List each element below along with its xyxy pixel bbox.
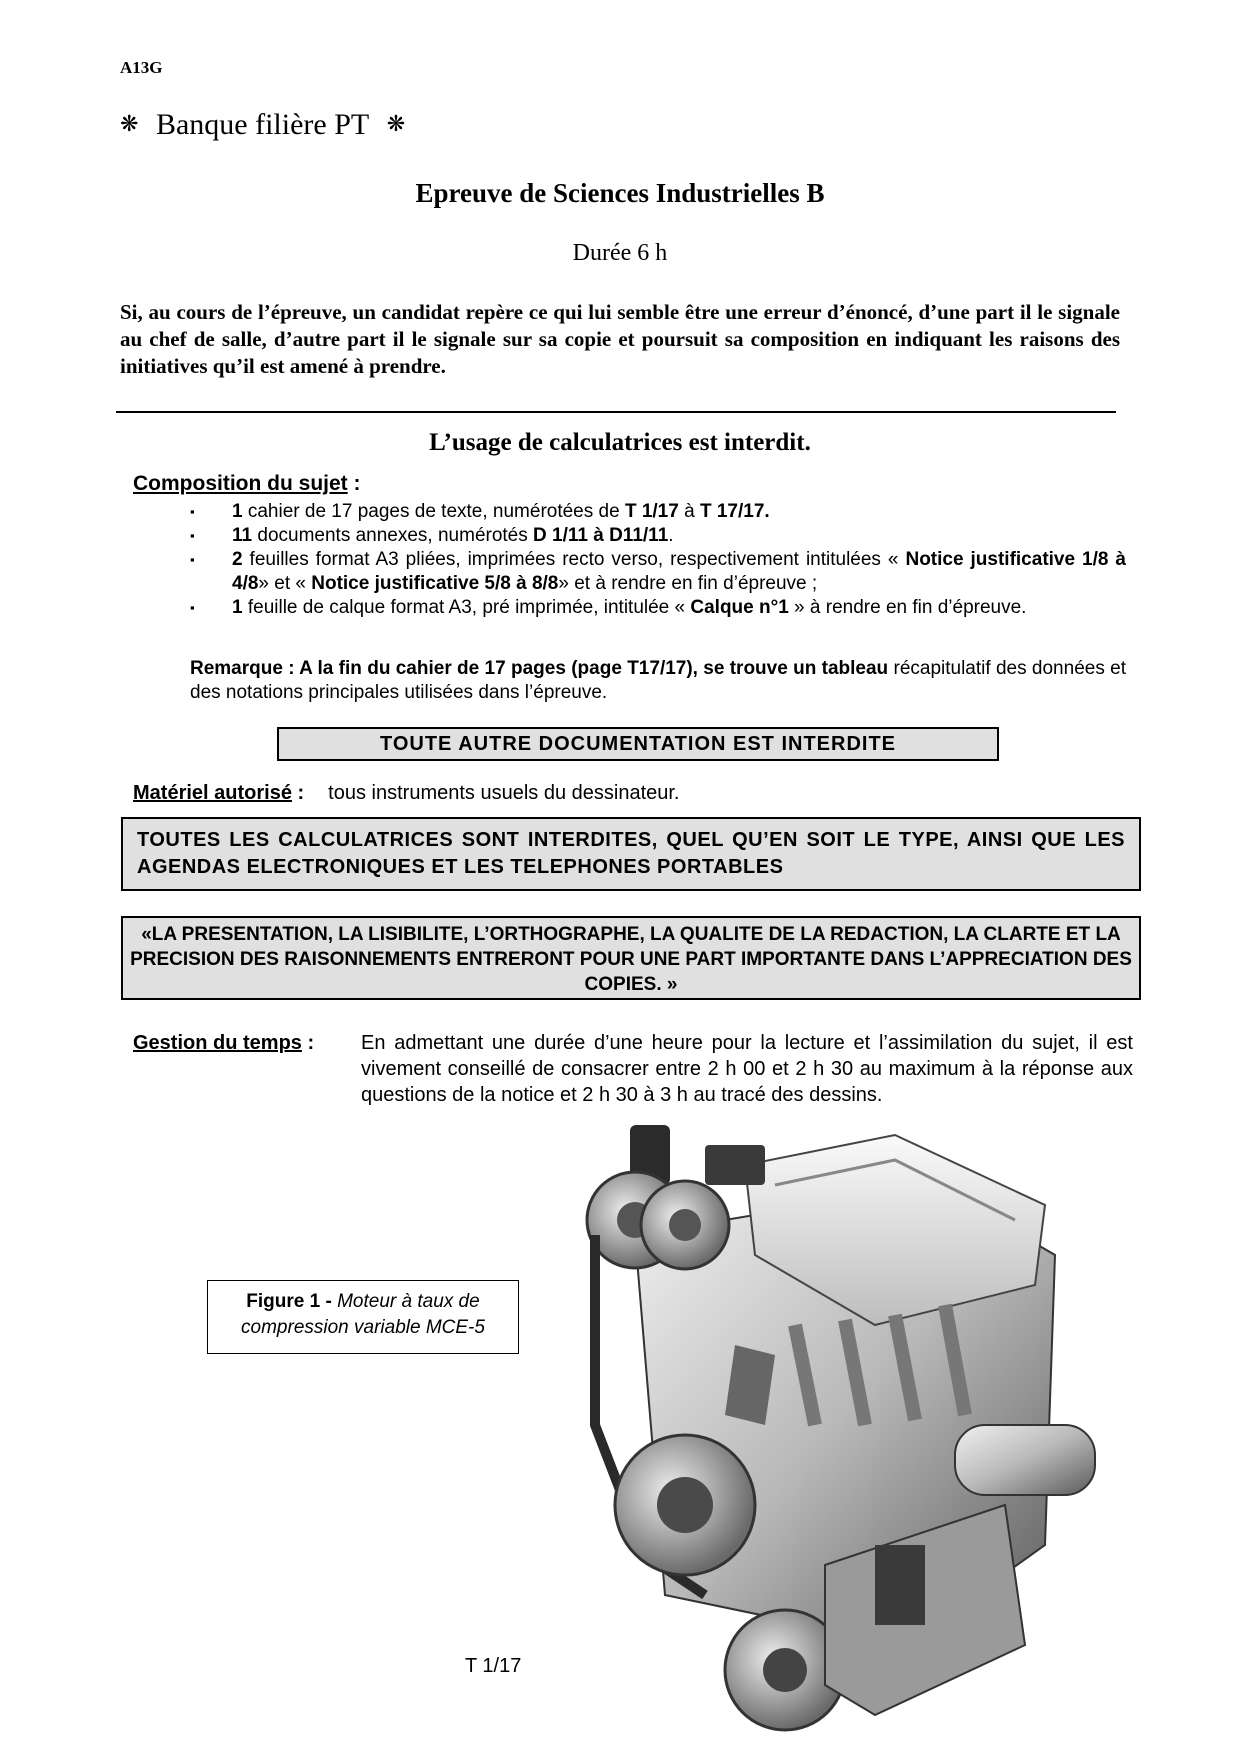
engine-illustration bbox=[575, 1125, 1155, 1745]
materiel-label: Matériel autorisé bbox=[133, 782, 292, 804]
gestion-text: En admettant une durée d’une heure pour la lecture et l’assimilation du sujet, il est vivement conseillé de consacrer entre 2 h 00 et 2 h 30 au maximum à la réponse aux questions de la notice et 2 h 30 à 3 h au tracé des dessins. bbox=[361, 1032, 1133, 1106]
calculator-ban-box: TOUTES LES CALCULATRICES SONT INTERDITES, QUEL QU’EN SOIT LE TYPE, AINSI QUE LES AGENDAS ELECTRONIQUES ET LES TELEPHONES PORTABLES bbox=[121, 817, 1141, 891]
banque-label: Banque filière PT bbox=[155, 108, 370, 141]
square-bullet-icon: ▪ bbox=[190, 504, 195, 519]
starter-motor bbox=[955, 1425, 1095, 1495]
materiel-line: Matériel autorisé : tous instruments usuels du dessinateur. bbox=[133, 782, 680, 804]
square-bullet-icon: ▪ bbox=[190, 552, 195, 567]
divider bbox=[116, 411, 1116, 413]
banque-heading bbox=[120, 108, 405, 142]
composition-list bbox=[190, 500, 1126, 620]
page-number: T 1/17 bbox=[465, 1655, 522, 1677]
square-bullet-icon: ▪ bbox=[190, 528, 195, 543]
materiel-text: tous instruments usuels du dessinateur. bbox=[328, 782, 680, 804]
duration: Durée 6 h bbox=[572, 240, 668, 266]
page-title: Epreuve de Sciences Industrielles B bbox=[415, 178, 825, 208]
error-warning-paragraph: Si, au cours de l’épreuve, un candidat repère ce qui lui semble être une erreur d’énoncé, d’une part il le signale au chef de salle, d’autre part il le signale sur sa copie et poursuit sa composition en indiquant les raisons des initiatives qu’il est amené à prendre. bbox=[120, 300, 1120, 378]
exam-code: A13G bbox=[120, 58, 163, 77]
list-item: ▪ 11 documents annexes, numérotés D 1/11 à D11/11. bbox=[190, 525, 674, 546]
presentation-notice-box: «LA PRESENTATION, LA LISIBILITE, L’ORTHOGRAPHE, LA QUALITE DE LA REDACTION, LA CLARTE ET LA PRECISION DES RAISONNEMENTS ENTRERONT POUR UNE PART IMPORTANTE DANS L’APPRECIATION DES COPIES. » bbox=[121, 916, 1141, 1000]
gestion-label: Gestion du temps bbox=[133, 1032, 302, 1054]
square-bullet-icon: ▪ bbox=[190, 600, 195, 615]
composition-label: Composition du sujet bbox=[133, 472, 348, 495]
snowflake-icon: ❋ bbox=[386, 111, 406, 136]
composition-heading: Composition du sujet : bbox=[133, 472, 361, 495]
remarque-paragraph: Remarque : A la fin du cahier de 17 pages (page T17/17), se trouve un tableau récapitulatif des données et des notations principales utilisées dans l’épreuve. bbox=[190, 658, 1126, 703]
figure-caption-box bbox=[207, 1280, 519, 1354]
figure-caption: Moteur à taux de compression variable MCE-5 bbox=[241, 1291, 485, 1338]
documentation-notice-box: TOUTE AUTRE DOCUMENTATION EST INTERDITE bbox=[277, 727, 999, 761]
snowflake-icon: ❋ bbox=[120, 111, 139, 136]
list-item: ▪ 2 feuilles format A3 pliées, imprimées recto verso, respectivement intitulées « Notice justificative 1/8 à 4/8» et « Notice justificative 5/8 à 8/8» et à rendre en fin d’épreuve ; bbox=[190, 549, 1126, 594]
list-item: ▪ 1 cahier de 17 pages de texte, numérotées de T 1/17 à T 17/17. bbox=[190, 501, 770, 522]
list-item: ▪ 1 feuille de calque format A3, pré imprimée, intitulée « Calque n°1 » à rendre en fin d’épreuve. bbox=[190, 597, 1027, 618]
calculator-notice: L’usage de calculatrices est interdit. bbox=[429, 429, 811, 456]
figure-label: Figure 1 - bbox=[246, 1291, 338, 1312]
